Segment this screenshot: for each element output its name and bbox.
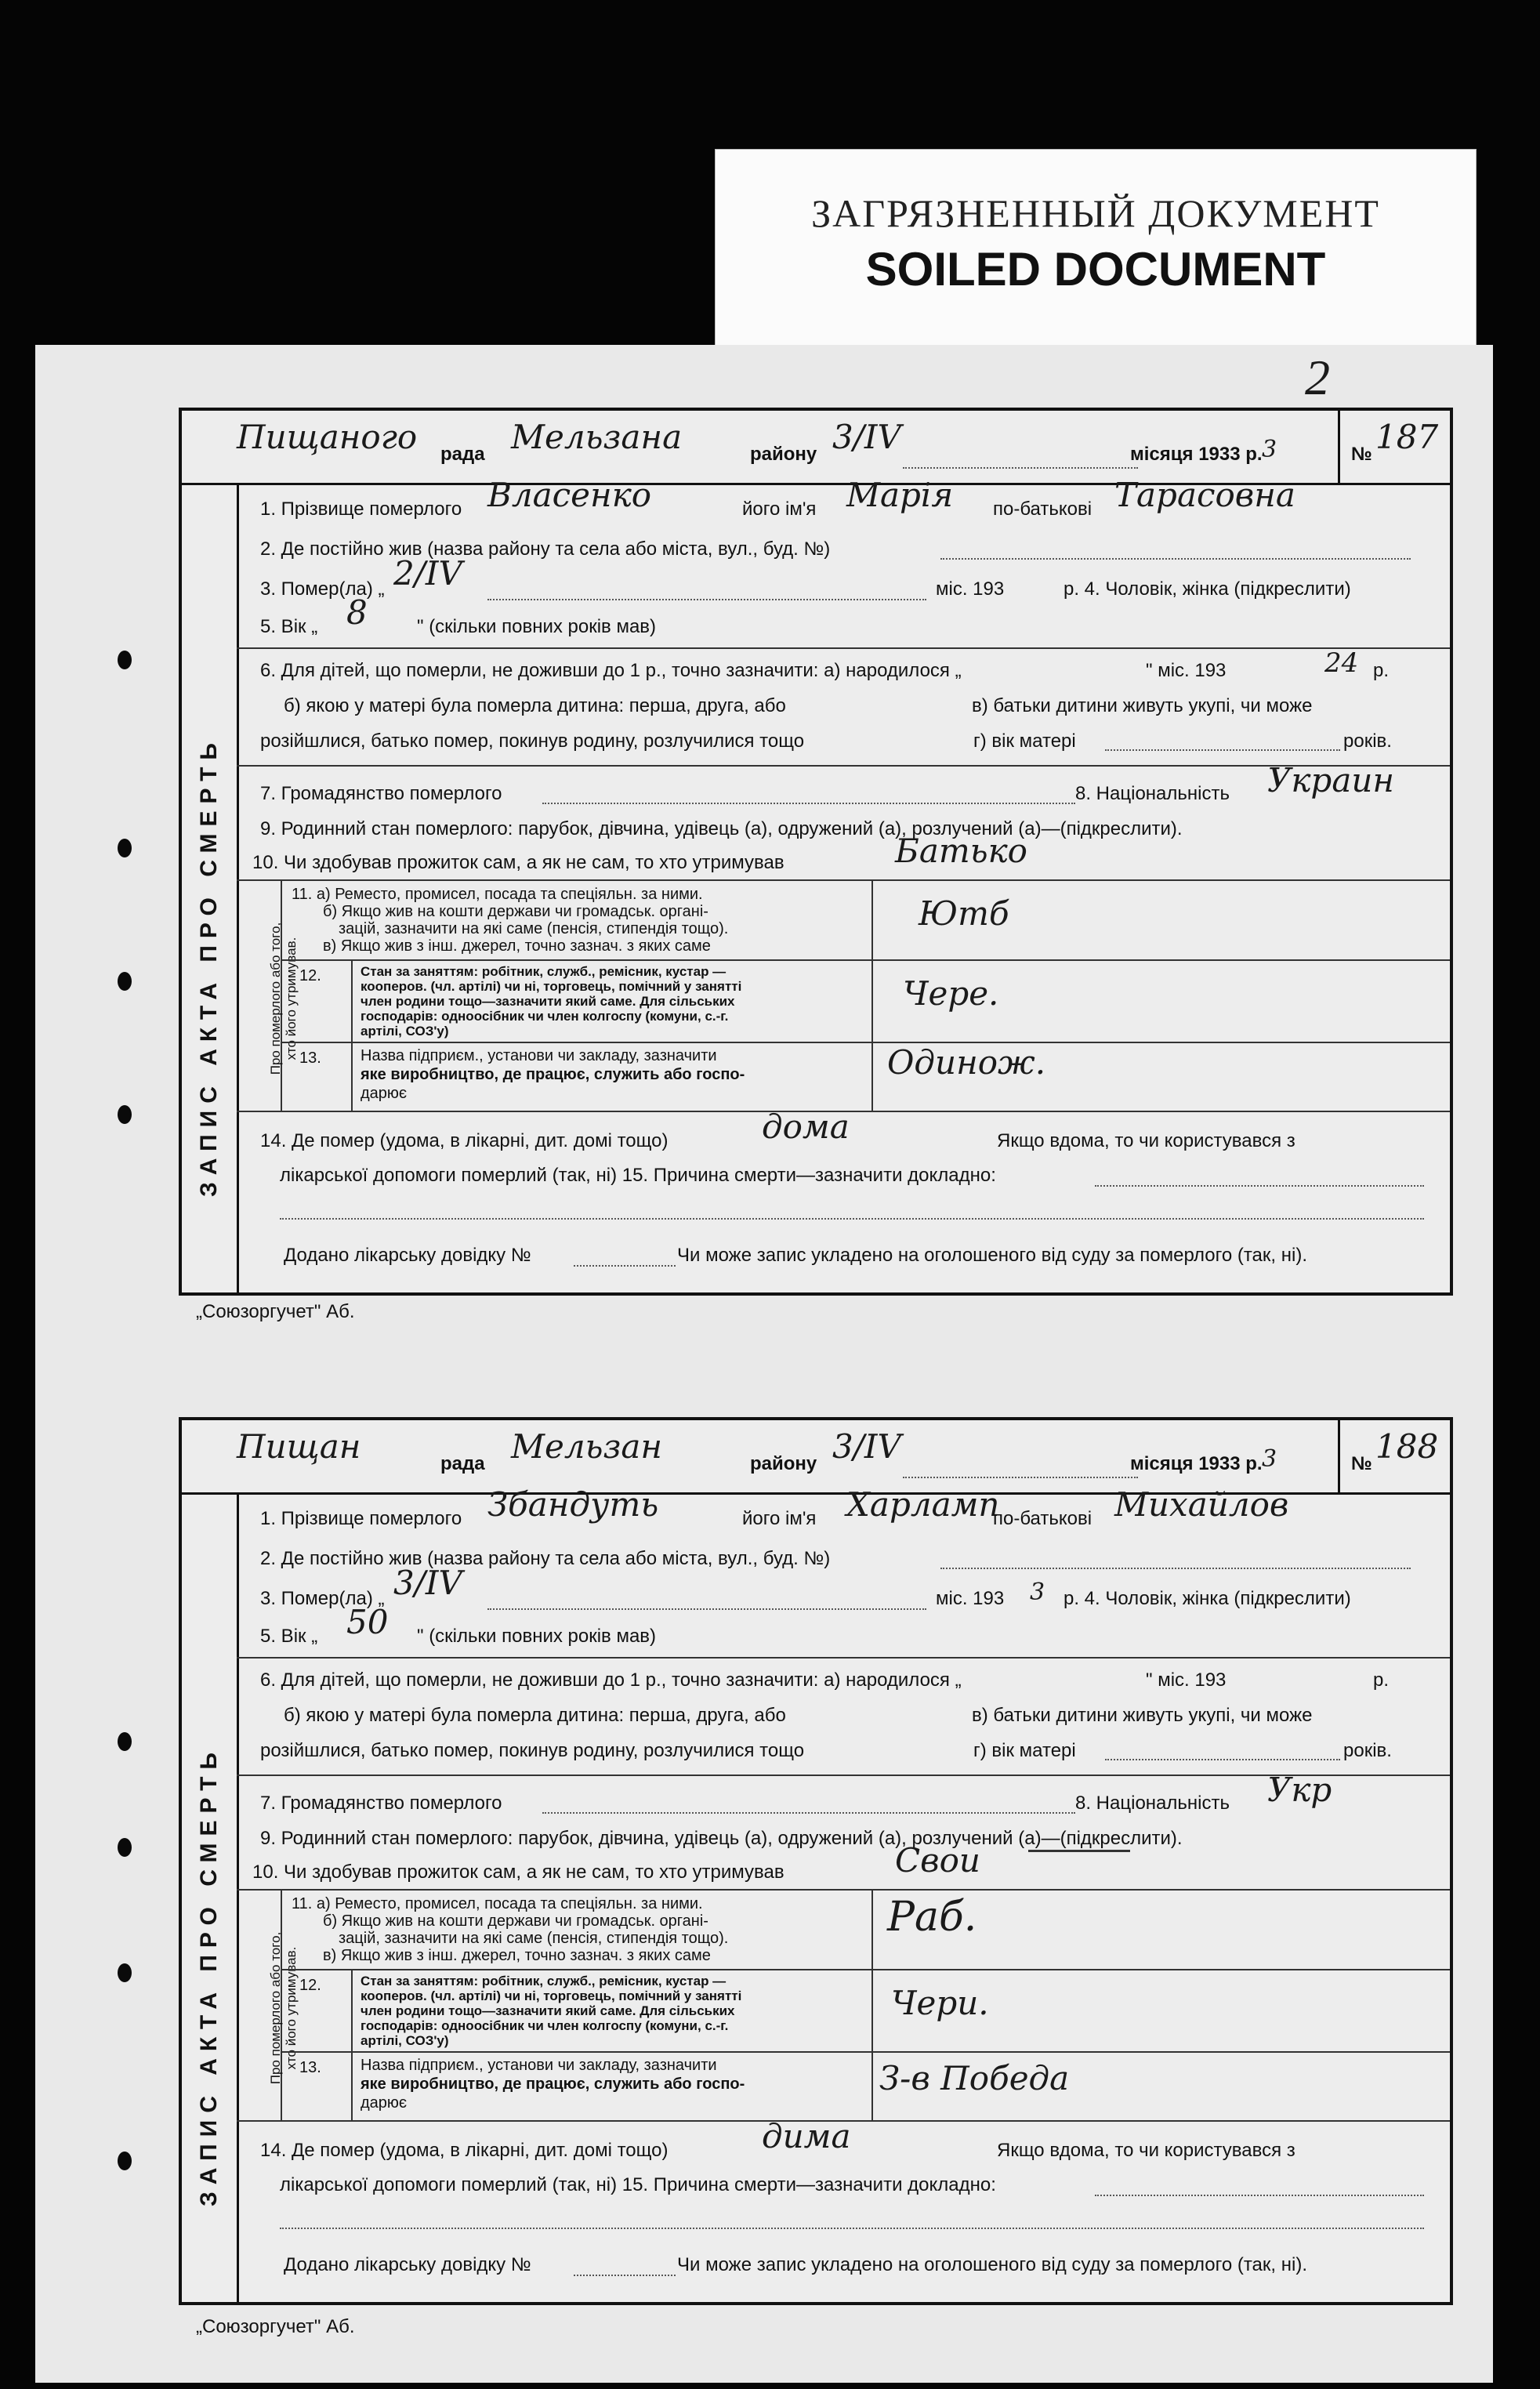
occupation-value: Ютб <box>919 894 1009 933</box>
sex-label: р. 4. Чоловік, жінка (підкреслити) <box>1064 1588 1351 1609</box>
first-name-value: Харламп <box>846 1485 1000 1524</box>
side-title: ЗАПИС АКТА ПРО СМЕРТЬ <box>196 1746 222 2206</box>
child-year-suffix: р. <box>1373 660 1390 681</box>
patronymic-label: по-батькові <box>993 498 1092 520</box>
field-12d-label: господарів: одноосібник чи член колгоспу (комуни, с.-г. <box>361 1009 729 1024</box>
form-header <box>182 1420 1450 1495</box>
field-2-residence-label: 2. Де постійно жив (назва району та села або міста, вул., буд. №) <box>260 538 831 560</box>
field-6c-label: розійшлися, батько помер, покинув родину, розлучилися тощо <box>260 1740 805 1761</box>
first-name-label: його ім'я <box>742 498 817 520</box>
child-born-year: 24 <box>1324 647 1359 679</box>
side-column <box>182 483 239 1292</box>
raion-name: Мельзан <box>511 1427 663 1466</box>
field-1-surname-label: 1. Прізвище померлого <box>260 1508 462 1529</box>
died-month-label: міс. 193 <box>936 578 1005 600</box>
field-6b-label: б) якою у матері була померла дитина: перша, друга, або <box>284 695 786 716</box>
enterprise-value: Одинож. <box>887 1043 1046 1082</box>
raion-label: району <box>750 1453 817 1474</box>
field-12a-label: Стан за заняттям: робітник, служб., ремісник, кустар — <box>361 964 727 979</box>
nationality-value: Укр <box>1267 1771 1332 1809</box>
field-11b2-label: зацій, зазначити на які саме (пенсія, стипендія тощо). <box>339 1930 729 1947</box>
died-value: 2/IV <box>393 554 462 593</box>
occupation-value: Раб. <box>887 1894 977 1941</box>
label-english: SOILED DOCUMENT <box>865 243 1326 295</box>
field-6c3-label: років. <box>1343 730 1392 752</box>
field-7-citizenship-label: 7. Громадянство померлого <box>260 783 502 804</box>
field-6a-label: 6. Для дітей, що померли, не доживши до 1 р., точно зазначити: а) народилося „ <box>260 1669 962 1691</box>
field-7-citizenship-label: 7. Громадянство померлого <box>260 1793 502 1814</box>
patronymic-value: Михайлов <box>1114 1485 1289 1524</box>
side-sub-label: Про померлого або того, хто його утримував. <box>268 1931 299 2085</box>
punch-hole <box>118 651 132 669</box>
month-label: місяця 1933 р. <box>1130 1453 1263 1474</box>
field-2-residence-label: 2. Де постійно жив (назва району та села або міста, вул., буд. №) <box>260 1548 831 1569</box>
field-14-place-label: 14. Де помер (удома, в лікарні, дит. домі тощо) <box>260 2140 669 2161</box>
field-11b2-label: зацій, зазначити на які саме (пенсія, стипендія тощо). <box>339 920 729 937</box>
field-11b-label: б) Якщо жив на кошти держави чи громадськ. органі- <box>323 903 708 920</box>
field-6c2-label: г) вік матері <box>973 730 1076 752</box>
field-16b-label: Чи може запис укладено на оголошеного від суду за померлого (так, ні). <box>677 1245 1307 1266</box>
field-11a-label: 11. а) Реместо, промисел, посада та спеціяльн. за ними. <box>292 1895 703 1912</box>
rada-label: рада <box>440 444 485 465</box>
died-value: 3/IV <box>393 1564 462 1602</box>
year-handwritten-digit: 3 <box>1262 1445 1277 1473</box>
death-record-form-1 <box>179 408 1453 1296</box>
month-label: місяця 1933 р. <box>1130 444 1263 465</box>
child-year-suffix: р. <box>1373 1669 1390 1691</box>
surname-value: Збандуть <box>487 1485 659 1524</box>
supported-by-value: Батько <box>895 832 1027 870</box>
field-11c-label: в) Якщо жив з інш. джерел, точно зазнач. з яких саме <box>323 1947 711 1964</box>
field-3-died-label: 3. Помер(ла) „ <box>260 578 385 600</box>
footer-imprint-1: „Союзоргучет" Аб. <box>196 1301 355 1322</box>
field-12b-label: кооперов. (чл. артілі) чи ні, торговець, помічний у занятті <box>361 1988 742 2003</box>
number-box <box>1338 411 1450 483</box>
field-13c-label: дарює <box>361 2094 408 2112</box>
field-12a-label: Стан за заняттям: робітник, служб., ремісник, кустар — <box>361 1974 727 1988</box>
field-13-number: 13. <box>299 1049 321 1067</box>
child-month-label: " міс. 193 <box>1146 1669 1227 1691</box>
punch-hole <box>118 2152 132 2170</box>
rada-name: Пищан <box>237 1427 361 1466</box>
month-value: 3/IV <box>832 418 901 456</box>
field-6b2-label: в) батьки дитини живуть укупі, чи може <box>972 695 1313 716</box>
punch-hole <box>118 839 132 857</box>
field-13-number: 13. <box>299 2059 321 2076</box>
rada-label: рада <box>440 1453 485 1474</box>
field-13b-label: яке виробництво, де працює, служить або госпо- <box>361 1066 745 1083</box>
raion-name: Мельзана <box>511 418 683 456</box>
first-name-value: Марія <box>846 476 954 514</box>
footer-imprint-2: „Союзоргучет" Аб. <box>196 2316 355 2337</box>
field-6c2-label: г) вік матері <box>973 1740 1076 1761</box>
field-14c-label: лікарської допомоги померлий (так, ні) 15. Причина смерти—зазначити докладно: <box>280 1165 996 1186</box>
number-label: № <box>1351 444 1372 465</box>
field-16-certificate-label: Додано лікарську довідку № <box>284 1245 531 1266</box>
field-11b-label: б) Якщо жив на кошти держави чи громадськ. органі- <box>323 1912 708 1930</box>
field-14c-label: лікарської допомоги померлий (так, ні) 15. Причина смерти—зазначити докладно: <box>280 2174 996 2195</box>
field-13a-label: Назва підприєм., установи чи закладу, зазначити <box>361 2057 717 2074</box>
field-5-age-label: 5. Вік „ <box>260 1626 318 1647</box>
label-russian: ЗАГРЯЗНЕННЫЙ ДОКУМЕНТ <box>811 191 1380 235</box>
punch-hole <box>118 1838 132 1857</box>
punch-hole <box>118 1105 132 1124</box>
age-value: 50 <box>346 1603 389 1641</box>
field-12d-label: господарів: одноосібник чи член колгоспу (комуни, с.-г. <box>361 2018 729 2033</box>
nationality-value: Украин <box>1267 761 1395 799</box>
field-9-marital-label: 9. Родинний стан померлого: парубок, дівчина, удівець (а), одружений (а), розлучений (а)—(підкреслити). <box>260 1828 1183 1849</box>
surname-value: Власенко <box>487 476 652 514</box>
age-hint: " (скільки повних років мав) <box>417 1626 657 1647</box>
number-label: № <box>1351 1453 1372 1474</box>
married-underline <box>1028 1850 1130 1852</box>
month-value: 3/IV <box>832 1427 901 1466</box>
place-of-death-value: дима <box>762 2117 851 2155</box>
field-6b2-label: в) батьки дитини живуть укупі, чи може <box>972 1705 1313 1726</box>
field-11a-label: 11. а) Реместо, промисел, посада та спеціяльн. за ними. <box>292 886 703 903</box>
age-hint: " (скільки повних років мав) <box>417 616 657 637</box>
field-5-age-label: 5. Вік „ <box>260 616 318 637</box>
side-title: ЗАПИС АКТА ПРО СМЕРТЬ <box>196 736 222 1197</box>
field-13a-label: Назва підприєм., установи чи закладу, зазначити <box>361 1047 717 1064</box>
side-column <box>182 1492 239 2302</box>
punch-hole <box>118 972 132 991</box>
enterprise-value: З-в Победа <box>879 2059 1070 2097</box>
field-12c-label: член родини тощо—зазначити який саме. Для сільських <box>361 994 735 1009</box>
field-12c-label: член родини тощо—зазначити який саме. Для сільських <box>361 2003 735 2018</box>
punch-hole <box>118 1732 132 1751</box>
first-name-label: його ім'я <box>742 1508 817 1529</box>
record-number: 188 <box>1375 1427 1439 1466</box>
status-value: Чери. <box>891 1984 989 2022</box>
field-12e-label: артілі, СОЗ'у) <box>361 1024 449 1039</box>
field-12b-label: кооперов. (чл. артілі) чи ні, торговець, помічний у занятті <box>361 979 742 994</box>
record-number: 187 <box>1375 418 1439 456</box>
number-box <box>1338 1420 1450 1492</box>
age-value: 8 <box>346 593 368 632</box>
form-header <box>182 411 1450 485</box>
field-1-surname-label: 1. Прізвище померлого <box>260 498 462 520</box>
punch-hole <box>118 1963 132 1982</box>
field-6b-label: б) якою у матері була померла дитина: перша, друга, або <box>284 1705 786 1726</box>
field-6c-label: розійшлися, батько помер, покинув родину, розлучилися тощо <box>260 730 805 752</box>
died-month-label: міс. 193 <box>936 1588 1005 1609</box>
field-12-number: 12. <box>299 1977 321 1994</box>
field-10-support-label: 10. Чи здобував прожиток сам, а як не сам, то хто утримував <box>252 1862 784 1883</box>
field-16-certificate-label: Додано лікарську довідку № <box>284 2254 531 2275</box>
status-value: Чере. <box>903 974 999 1013</box>
field-8-nationality-label: 8. Національність <box>1075 1793 1230 1814</box>
field-6a-label: 6. Для дітей, що померли, не доживши до 1 р., точно зазначити: а) народилося „ <box>260 660 962 681</box>
sheet-number: 2 <box>1305 350 1330 405</box>
field-14-place-label: 14. Де помер (удома, в лікарні, дит. домі тощо) <box>260 1130 669 1151</box>
field-13b-label: яке виробництво, де працює, служить або госпо- <box>361 2075 745 2093</box>
soiled-document-label <box>715 149 1477 362</box>
field-12e-label: артілі, СОЗ'у) <box>361 2033 449 2048</box>
field-14b-label: Якщо вдома, то чи користувався з <box>997 2140 1295 2161</box>
field-9-marital-label: 9. Родинний стан померлого: парубок, дівчина, удівець (а), одружений (а), розлучений (а)—(підкреслити). <box>260 818 1183 839</box>
field-11c-label: в) Якщо жив з інш. джерел, точно зазнач. з яких саме <box>323 937 711 955</box>
year-handwritten-digit: 3 <box>1262 436 1277 463</box>
field-13c-label: дарює <box>361 1085 408 1102</box>
field-10-support-label: 10. Чи здобував прожиток сам, а як не сам, то хто утримував <box>252 852 784 873</box>
field-12-number: 12. <box>299 967 321 984</box>
place-of-death-value: дома <box>762 1107 850 1146</box>
sex-label: р. 4. Чоловік, жінка (підкреслити) <box>1064 578 1351 600</box>
field-3-died-label: 3. Помер(ла) „ <box>260 1588 385 1609</box>
patronymic-label: по-батькові <box>993 1508 1092 1529</box>
patronymic-value: Тарасовна <box>1114 476 1295 514</box>
supported-by-value: Свои <box>895 1841 980 1880</box>
field-6c3-label: років. <box>1343 1740 1392 1761</box>
field-16b-label: Чи може запис укладено на оголошеного від суду за померлого (так, ні). <box>677 2254 1307 2275</box>
field-8-nationality-label: 8. Національність <box>1075 783 1230 804</box>
raion-label: району <box>750 444 817 465</box>
rada-name: Пищаного <box>237 418 418 456</box>
died-year-digit: 3 <box>1030 1579 1045 1606</box>
side-sub-label: Про померлого або того, хто його утримував. <box>268 922 299 1075</box>
death-record-form-2 <box>179 1417 1453 2305</box>
child-month-label: " міс. 193 <box>1146 660 1227 681</box>
field-14b-label: Якщо вдома, то чи користувався з <box>997 1130 1295 1151</box>
